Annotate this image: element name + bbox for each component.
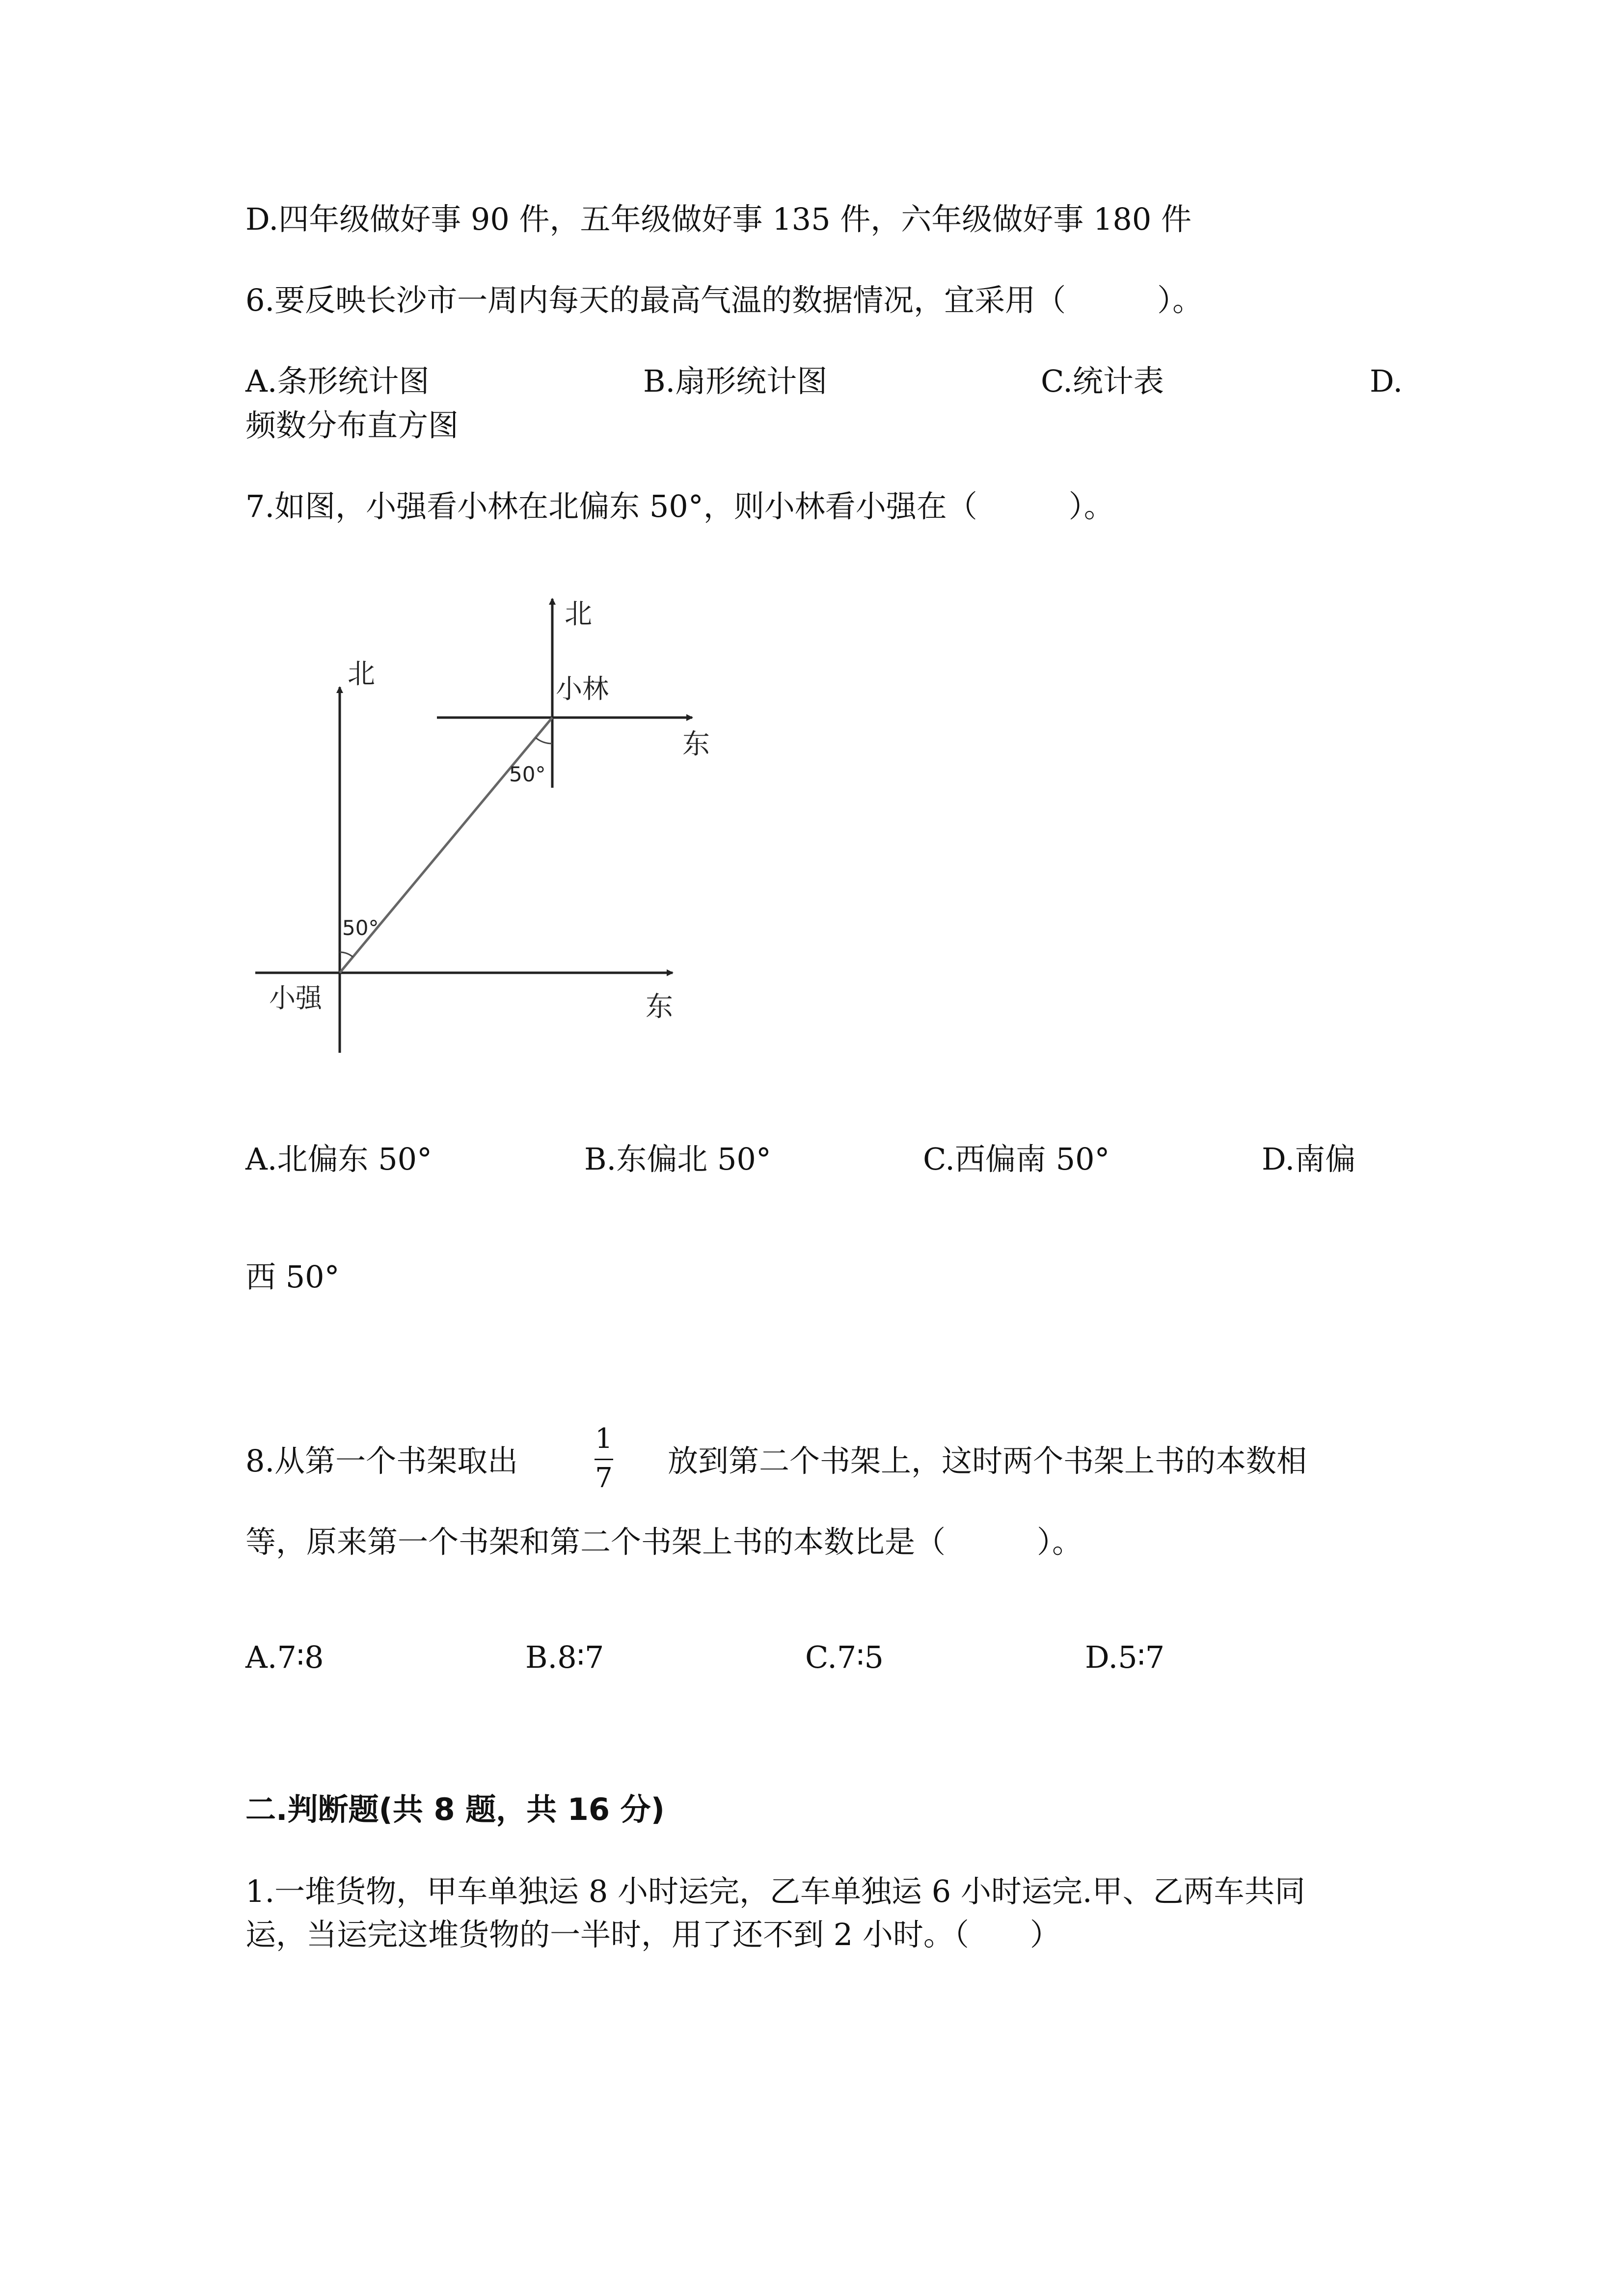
q8-stem-part1: 8.从第一个书架取出 (245, 1443, 518, 1479)
q5-option-d: D.四年级做好事 90 件，五年级做好事 135 件，六年级做好事 180 件 (245, 201, 1192, 237)
east-label-bottom: 东 (646, 991, 673, 1023)
q6-option-a[interactable]: A.条形统计图 (245, 363, 430, 399)
q8-stem-line2: 等，原来第一个书架和第二个书架上书的本数比是（ ）。 (245, 1524, 1083, 1560)
north-label-right: 北 (565, 598, 592, 630)
north-label-left: 北 (348, 658, 375, 690)
q8-stem-part2: 放到第二个书架上，这时两个书架上书的本数相 (668, 1443, 1307, 1479)
angle-label-xiaoqiang: 50° (342, 916, 379, 940)
xiaoqiang-label: 小强 (269, 983, 322, 1014)
q7-option-a[interactable]: A.北偏东 50° (245, 1141, 433, 1177)
q6-option-b[interactable]: B.扇形统计图 (643, 363, 828, 399)
j1-line2: 运，当运完这堆货物的一半时，用了还不到 2 小时。（ ） (245, 1917, 1060, 1952)
q7-option-d-rest: 西 50° (245, 1259, 340, 1295)
q7-stem: 7.如图，小强看小林在北偏东 50°，则小林看小强在（ ）。 (245, 488, 1114, 524)
angle-arc-xiaolin (536, 738, 552, 744)
angle-arc-xiaoqiang (340, 952, 353, 957)
q6-option-d-text: 频数分布直方图 (245, 407, 459, 443)
q8-fraction (587, 1423, 621, 1497)
q8-option-d[interactable]: D.5∶7 (1085, 1639, 1165, 1675)
fraction-numerator: 1 (595, 1423, 613, 1455)
q6-option-d-prefix[interactable]: D. (1370, 363, 1403, 399)
q6-stem: 6.要反映长沙市一周内每天的最高气温的数据情况，宜采用（ ）。 (245, 282, 1203, 318)
direction-diagram (231, 574, 751, 1080)
q8-option-b[interactable]: B.8∶7 (525, 1639, 604, 1675)
q7-option-d-prefix[interactable]: D.南偏 (1262, 1141, 1356, 1177)
fraction-denominator: 7 (595, 1462, 613, 1494)
east-label-right: 东 (682, 728, 710, 760)
section-title-judgement: 二.判断题(共 8 题，共 16 分) (245, 1791, 665, 1827)
j1-line1: 1.一堆货物，甲车单独运 8 小时运完，乙车单独运 6 小时运完.甲、乙两车共同 (245, 1873, 1305, 1909)
q8-option-a[interactable]: A.7∶8 (245, 1639, 324, 1675)
xiaolin-label: 小林 (556, 673, 609, 704)
q8-option-c[interactable]: C.7∶5 (805, 1639, 884, 1675)
fraction-bar (595, 1459, 613, 1460)
angle-label-xiaolin: 50° (509, 762, 546, 786)
q7-option-c[interactable]: C.西偏南 50° (923, 1141, 1110, 1177)
q7-option-b[interactable]: B.东偏北 50° (584, 1141, 771, 1177)
q6-option-c[interactable]: C.统计表 (1041, 363, 1164, 399)
